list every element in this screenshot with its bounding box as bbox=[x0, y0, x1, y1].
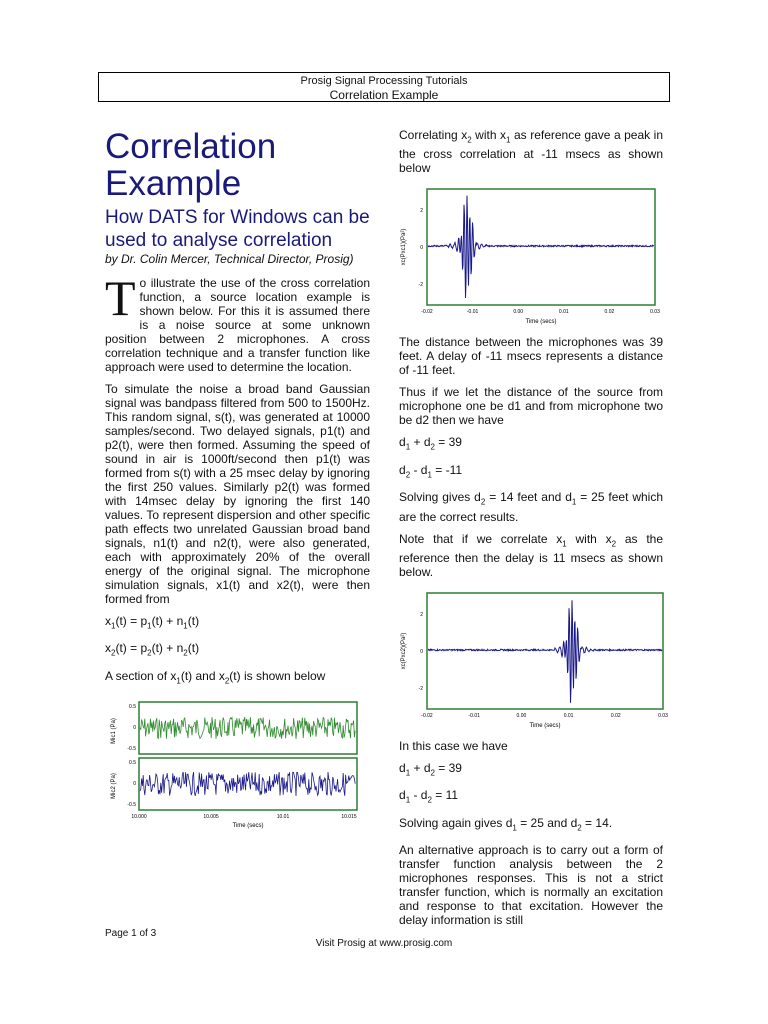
header-doc-title: Correlation Example bbox=[329, 88, 439, 102]
solution-paragraph-2: Solving again gives $d_1 = 25$ and $d_2 = 14$. bbox=[399, 815, 613, 833]
xc2-xticks-label-1: -0.01 bbox=[468, 712, 480, 719]
equation-x1: $x_1(t) = p_1(t) + n_1(t)$ bbox=[105, 614, 200, 631]
xc1-xticks-label-4: 0.02 bbox=[604, 309, 615, 316]
sig-xtick-3: 10.015 bbox=[341, 814, 357, 821]
xc1-xticks-label-1: -0.01 bbox=[466, 309, 479, 316]
sig-xlabel: Time (secs) bbox=[232, 823, 264, 830]
xcorr1-curve bbox=[428, 196, 654, 298]
xc2-xticks-label-0: -0.02 bbox=[421, 712, 433, 719]
mic2-ylabel: Mic2 (Pa) bbox=[111, 773, 117, 800]
xc2-xticks-label-4: 0.02 bbox=[610, 712, 621, 719]
xcorr1-ylabel: xc(Pxc1)(Pa²) bbox=[401, 229, 407, 266]
let-distance-paragraph: Thus if we let the distance of the source from microphone one be d1 and from microphone two be d2 then we have bbox=[399, 385, 663, 428]
mic2-ytick-mid: 0 bbox=[133, 781, 136, 788]
mic1-ytick-top: 0.5 bbox=[129, 704, 136, 711]
sig-xtick-0: 10.000 bbox=[131, 814, 147, 821]
transfer-function-paragraph: An alternative approach is to carry out a form of transfer function analysis between the 2 microphones responses. This is not a strict transfer function, which is normally an excitation and response to that excitation. However the delay information is still bbox=[399, 843, 663, 928]
cross-correlation-plot-2 bbox=[399, 587, 668, 729]
equation-d-sum-1: $d_1 + d_2 = 39$ bbox=[399, 435, 462, 452]
xcorr2-ytick-2: 2 bbox=[420, 611, 423, 618]
mic1-ytick-mid: 0 bbox=[133, 725, 136, 732]
xcorr2-xlabel: Time (secs) bbox=[529, 722, 561, 729]
equation-d-diff-1: $d_2 - d_1 = -11$ bbox=[399, 462, 463, 480]
this-case-paragraph: In this case we have bbox=[399, 738, 508, 753]
xc2-xticks-label-2: 0.00 bbox=[516, 712, 527, 719]
xcorr1-ytick-2: 2 bbox=[420, 208, 423, 215]
xcorr1-ytick-neg2: -2 bbox=[418, 282, 423, 289]
xcorr2-ytick-neg2: -2 bbox=[418, 685, 423, 692]
microphone-signals-plot bbox=[109, 696, 359, 832]
article-subtitle: How DATS for Windows can be used to analyse correlation bbox=[105, 207, 370, 251]
xcorr1-xlabel: Time (secs) bbox=[525, 319, 557, 326]
xc2-xticks-label-5: 0.03 bbox=[658, 712, 668, 719]
xcorr1-intro: Correlating $x_2$ with $x_1$ as reference gave a peak in the cross correlation at -11 msecs as shown below bbox=[399, 128, 664, 176]
mic1-ytick-bottom: -0.5 bbox=[127, 746, 136, 753]
mic1-signal-line bbox=[140, 717, 355, 739]
xc1-xticks-label-3: 0.01 bbox=[558, 309, 569, 316]
solution-paragraph-1: Solving gives $d_2 = 14$ feet and $d_1 = 25$ feet which are the correct results. bbox=[399, 490, 663, 524]
intro-paragraph bbox=[105, 270, 370, 374]
reverse-correlate-paragraph: Note that if we correlate $x_1$ with $x_2$ as the reference then the delay is 11 msecs as shown below. bbox=[399, 531, 664, 579]
xcorr2-ytick-0: 0 bbox=[420, 648, 423, 655]
xcorr1-ytick-0: 0 bbox=[420, 245, 423, 252]
equation-d-diff-2: $d_1 - d_2 = 11$ bbox=[399, 788, 459, 805]
simulation-paragraph: To simulate the noise a broad band Gaussian signal was bandpass filtered from 500 to 1500Hz. This random signal, s(t), was generated at 10000 samples/second. Two delayed signals, p1(t) and p2(t), were then formed. Assuming the speed of sound in air is 1000ft/second then p1(t) was formed from s(t) with a 25 msec delay by ignoring the first 250 values. Similarly p2(t) was formed with 14msec delay by ignoring the first 140 values. To represent dispersion and other specific path effects two unrelated Gaussian broad band signals, n1(t) and n2(t), were also generated, each with approximately 20% of the overall energy of the original signal. The microphone simulation signals, x1(t) and x2(t), were then formed from bbox=[105, 382, 370, 606]
header-box bbox=[98, 72, 670, 102]
mic2-ytick-top: 0.5 bbox=[129, 760, 136, 767]
intro-text: o illustrate the use of the cross correlation function, a source location example is shown below. For this it is assumed there is a noise source at some unknown position between 2 microphones. A cross correlation technique and a transfer function like approach were used to determine the location. bbox=[105, 276, 370, 374]
article-title: Correlation Example bbox=[105, 127, 277, 203]
xc2-xticks-label-3: 0.01 bbox=[563, 712, 574, 719]
left-column bbox=[105, 128, 370, 832]
sig-xtick-2: 10.01 bbox=[276, 814, 290, 821]
equation-d-sum-2: $d_1 + d_2 = 39$ bbox=[399, 760, 462, 778]
mic1-ylabel: Mic1 (Pa) bbox=[111, 718, 117, 745]
signals-intro: A section of $x_1(t)$ and $x_2(t)$ is shown below bbox=[105, 668, 326, 686]
equation-x2: $x_2(t) = p_2(t) + n_2(t)$ bbox=[105, 641, 200, 658]
drop-cap: T bbox=[105, 270, 136, 326]
xcorr2-ylabel: xc(Pxc2)(Pa²) bbox=[401, 632, 407, 670]
mic2-signal-line bbox=[140, 772, 355, 796]
article-byline: by Dr. Colin Mercer, Technical Director, Prosig) bbox=[105, 252, 354, 266]
mic2-ytick-bottom: -0.5 bbox=[127, 802, 136, 809]
page-number: Page 1 of 3 bbox=[105, 928, 157, 939]
xc1-xticks-label-2: 0.00 bbox=[513, 309, 524, 316]
header-series-title: Prosig Signal Processing Tutorials bbox=[300, 75, 468, 87]
xcorr2-curve bbox=[428, 600, 662, 703]
right-column bbox=[399, 128, 668, 935]
footer-visit: Visit Prosig at www.prosig.com bbox=[315, 938, 453, 949]
sig-xtick-1: 10.005 bbox=[203, 814, 219, 821]
distance-paragraph: The distance between the microphones was 39 feet. A delay of -11 msecs represents a distance of -11 feet. bbox=[399, 335, 663, 378]
xc1-xticks-label-0: -0.02 bbox=[421, 309, 433, 316]
cross-correlation-plot-1 bbox=[399, 183, 663, 325]
xc1-xticks-label-5: 0.03 bbox=[650, 309, 660, 316]
